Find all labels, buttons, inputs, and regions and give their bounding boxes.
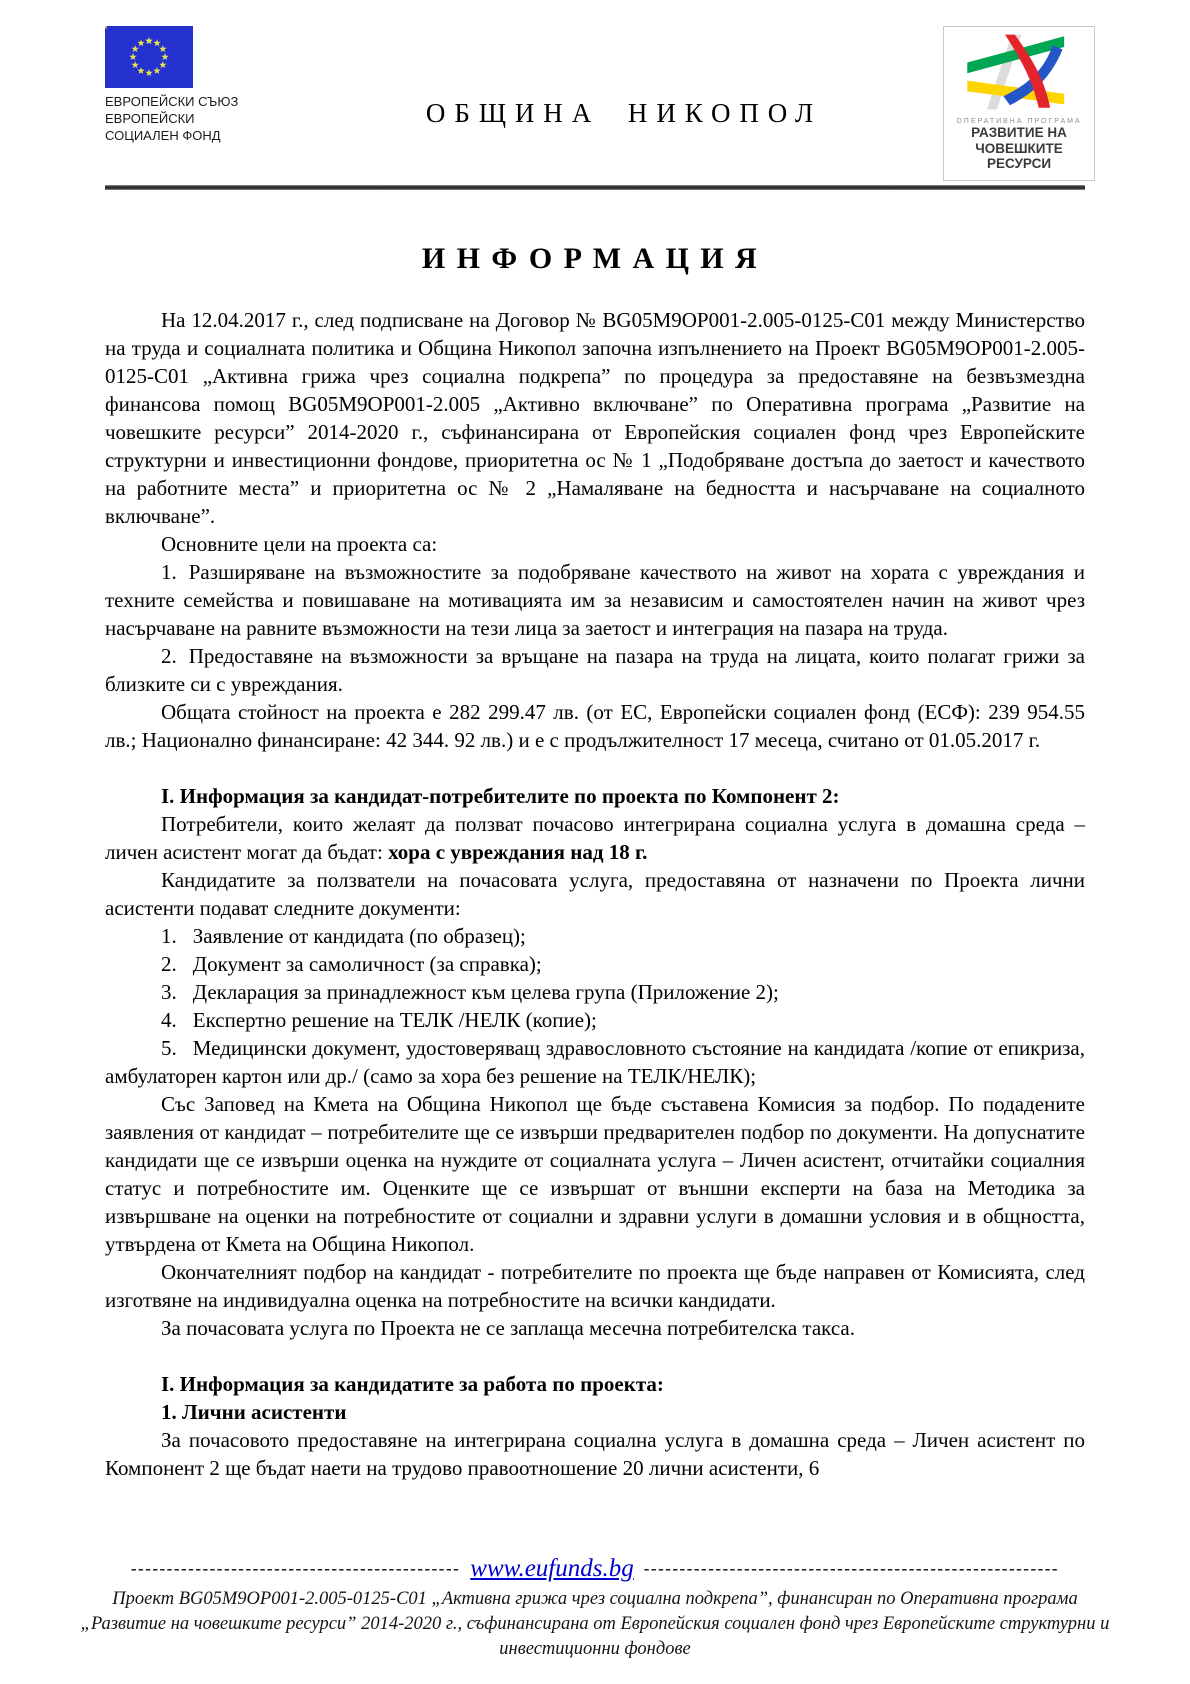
eu-fund-label-line: ЕВРОПЕЙСКИ bbox=[105, 110, 195, 126]
list-number: 1. bbox=[161, 923, 177, 948]
footer-project-description: Проект BG05M9OP001-2.005-0125-C01 „Активна грижа чрез социална подкрепа”, финансиран по Оперативна програма „Развитие на човешките ресурси” 2014-2020 г., съфинансирана от Европейския социален фонд чрез Европейските структурни и инвестиционни фондове bbox=[80, 1589, 1110, 1660]
list-text: Експертно решение на ТЕЛК /НЕЛК (копие); bbox=[192, 1007, 597, 1032]
no-fee-paragraph: За почасовата услуга по Проекта не се заплаща месечна потребителска такса. bbox=[161, 1315, 855, 1340]
users-paragraph bbox=[105, 810, 1085, 866]
eu-fund-label-line: ЕВРОПЕЙСКИ СЪЮЗ bbox=[105, 94, 239, 109]
header-center bbox=[305, 98, 943, 129]
list-text: Декларация за принадлежност към целева група (Приложение 2); bbox=[192, 979, 779, 1004]
section1-heading: I. Информация за кандидат-потребителите по проекта по Компонент 2: bbox=[161, 783, 840, 808]
footer-dashes-right: ---------------------------------------------------------- bbox=[643, 1559, 1060, 1579]
list-number: 4. bbox=[161, 1007, 177, 1032]
ophrd-logo bbox=[943, 26, 1095, 181]
footer bbox=[50, 1555, 1140, 1662]
section2-subheading: 1. Лични асистенти bbox=[161, 1399, 347, 1424]
list-item bbox=[105, 950, 1085, 978]
goal-text: Разширяване на възможностите за подобряване качеството на живот на хората с увреждания и техните семейства и повишаване на мотивацията им за независим и самостоятелен начин на живот чрез насърчаване на равните възможности на тези лица за заетост и интеграция на пазара на труда. bbox=[105, 559, 1085, 640]
list-item bbox=[105, 1034, 1085, 1090]
section2-heading: I. Информация за кандидатите за работа по проекта: bbox=[161, 1371, 664, 1396]
list-text: Медицински документ, удостоверяващ здравословното състояние на кандидата /копие от епикриза, амбулаторен картон или др./ (само за хора без решение на ТЕЛК/НЕЛК); bbox=[105, 1035, 1085, 1088]
page-title: ИНФОРМАЦИЯ bbox=[421, 241, 769, 275]
ophrd-program-small: ОПЕРАТИВНА ПРОГРАМА bbox=[956, 118, 1082, 125]
ophrd-program-line: РАЗВИТИЕ НА bbox=[971, 125, 1067, 140]
total-cost-paragraph: Общата стойност на проекта е 282 299.47 лв. (от ЕС, Европейски социален фонд (ЕСФ): 239 954.55 лв.; Национално финансиране: 42 344. 92 лв.) и е с продължителност 17 месеца, считано от 01.05.2017 г. bbox=[105, 699, 1085, 752]
header bbox=[0, 0, 1190, 181]
documents-lead: Кандидатите за ползватели на почасовата услуга, предоставяна от назначени по Проекта лични асистенти подават следните документи: bbox=[105, 867, 1085, 920]
document-body bbox=[0, 276, 1190, 1482]
list-text: Заявление от кандидата (по образец); bbox=[192, 923, 526, 948]
ophrd-program-line: ЧОВЕШКИТЕ РЕСУРСИ bbox=[975, 140, 1063, 172]
section2-body: За почасовото предоставяне на интегрирана социална услуга в домашна среда – Личен асистент по Компонент 2 ще бъдат наети на трудово правоотношение 20 лични асистенти, 6 bbox=[105, 1427, 1085, 1480]
list-item bbox=[105, 922, 1085, 950]
list-number: 2. bbox=[161, 951, 177, 976]
ophrd-program-title bbox=[948, 125, 1090, 172]
eufunds-link[interactable]: www.eufunds.bg bbox=[470, 1555, 634, 1583]
municipality-title: ОБЩИНА НИКОПОЛ bbox=[425, 98, 823, 128]
ophrd-ribbons-icon bbox=[954, 33, 1084, 111]
users-text: Потребители, които желаят да ползват почасово интегрирана социална услуга в домашна среда – личен асистент могат да бъдат: bbox=[105, 811, 1085, 864]
blank-line bbox=[105, 754, 1085, 782]
eu-logo-block bbox=[105, 26, 305, 145]
header-divider bbox=[105, 185, 1085, 190]
users-bold-text: хора с увреждания над 18 г. bbox=[388, 839, 648, 864]
eu-fund-label bbox=[105, 94, 305, 145]
goal-2 bbox=[105, 642, 1085, 698]
goal-text: Предоставяне на възможности за връщане на пазара на труда на лицата, които полагат грижи за близките си с увреждания. bbox=[105, 643, 1085, 696]
goal-1 bbox=[105, 558, 1085, 642]
goals-lead: Основните цели на проекта са: bbox=[161, 531, 438, 556]
commission-paragraph: Със Заповед на Кмета на Община Никопол ще бъде съставена Комисия за подбор. По подадените заявления от кандидат – потребителите ще се извърши предварителен подбор по документи. На допуснатите кандидати ще се извърши оценка на нуждите от социалната услуга – Личен асистент, отчитайки социалния статус и потребностите им. Оценките ще се извършат от външни експерти на база на Методика за извършване на оценки на потребностите от социални и здравни услуги в домашни условия и в общността, утвърдена от Кмета на Община Никопол. bbox=[105, 1091, 1085, 1256]
intro-paragraph: На 12.04.2017 г., след подписване на Договор № BG05M9OP001-2.005-0125-C01 между Министерство на труда и социалната политика и Община Никопол започна изпълнението на Проект BG05M9OP001-2.005-0125-C01 „Активна грижа чрез социална подкрепа” по процедура за предоставяне на безвъзмездна финансова помощ BG05M9OP001-2.005 „Активно включване” по Оперативна програма „Развитие на човешките ресурси” 2014-2020 г., съфинансирана от Европейския социален фонд чрез Европейските структурни и инвестиционни фондове, приоритетна ос № 1 „Подобряване достъпа до заетост и качеството на работните места” и приоритетна ос № 2 „Намаляване на бедността и насърчаване на социалното включване”. bbox=[105, 307, 1085, 528]
eu-flag-icon bbox=[105, 26, 193, 88]
final-selection-paragraph: Окончателният подбор на кандидат - потребителите по проекта ще бъде направен от Комисията, след изготвяне на индивидуална оценка на потребностите на всички кандидати. bbox=[105, 1259, 1085, 1312]
list-item bbox=[105, 978, 1085, 1006]
eu-fund-label-line: СОЦИАЛЕН ФОНД bbox=[105, 127, 221, 143]
list-number: 5. bbox=[161, 1035, 177, 1060]
goal-number: 1. bbox=[161, 559, 177, 584]
goal-number: 2. bbox=[161, 643, 177, 668]
footer-dashes-left: ---------------------------------------------- bbox=[130, 1559, 461, 1579]
blank-line bbox=[105, 1342, 1085, 1370]
list-text: Документ за самоличност (за справка); bbox=[192, 951, 542, 976]
list-item bbox=[105, 1006, 1085, 1034]
list-number: 3. bbox=[161, 979, 177, 1004]
footer-separator bbox=[50, 1555, 1140, 1583]
